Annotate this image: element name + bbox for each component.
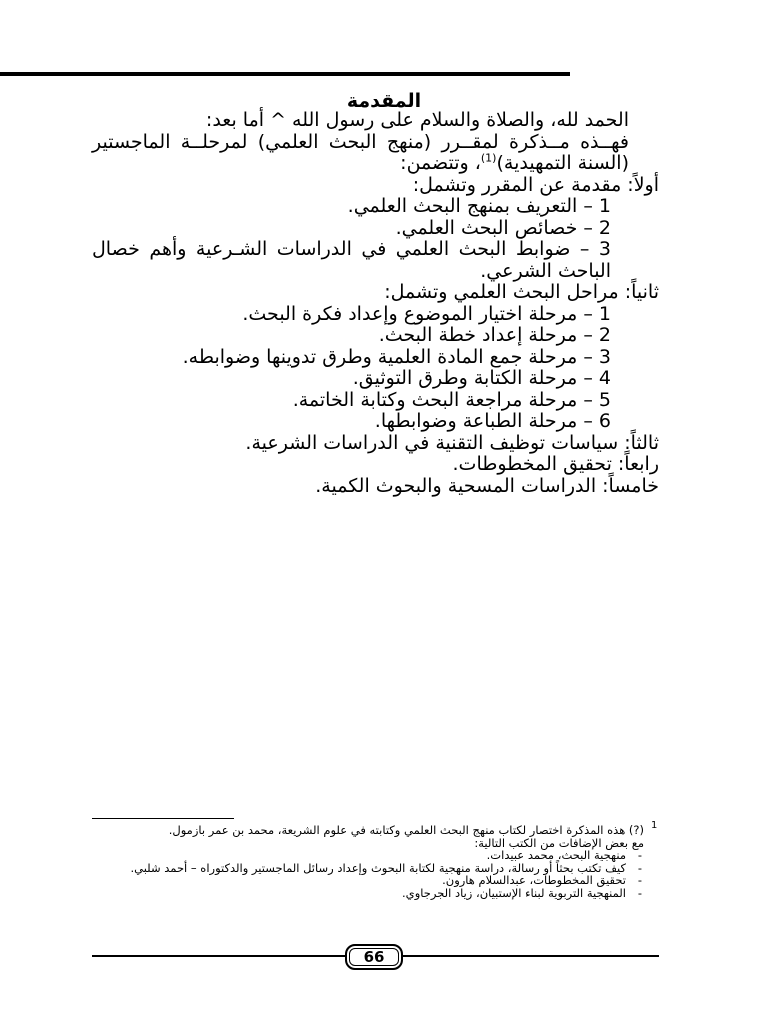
footnote-list-item: - المنهجية التربوية لبناء الإستبيان، زياد الجرجاوي. <box>402 885 642 900</box>
footnote-text: (?) هذه المذكرة اختصار لكتاب منهج البحث العلمي وكتابته في علوم الشريعة، محمد بن عمر بازمول. <box>168 823 644 837</box>
list-item: 2 – خصائص البحث العلمي. <box>395 216 611 239</box>
footnote-number: 1 <box>651 820 658 831</box>
intro-text: فهــذه مــذكرة لمقــرر (منهج البحث العلمي) لمرحلــة الماجستير (السنة التمهيدية) <box>92 130 629 174</box>
intro-text-end: ، وتتضمن: <box>400 152 481 174</box>
footnote-separator <box>92 818 234 819</box>
section-2-heading: ثانياً: مراحل البحث العلمي وتشمل: <box>384 281 659 303</box>
bullet-dash: - <box>637 848 642 862</box>
section-3-heading: ثالثاً: سياسات توظيف التقنية في الدراسات الشرعية. <box>245 431 659 454</box>
bullet-dash: - <box>637 873 642 887</box>
body-text <box>92 110 659 497</box>
list-item: 3 – ضوابط البحث العلمي في الدراسات الشـرعية وأهم خصال الباحث الشرعي. <box>92 238 611 282</box>
list-item: 3 – مرحلة جمع المادة العلمية وطرق تدوينها وضوابطه. <box>182 345 611 368</box>
intro-paragraph <box>92 132 659 175</box>
list-item: 2 – مرحلة إعداد خطة البحث. <box>378 324 611 346</box>
bullet-dash: - <box>637 885 642 900</box>
list-item: 6 – مرحلة الطباعة وضوابطها. <box>374 410 611 432</box>
footnote-list-item: - تحقيق المخطوطات، عبدالسلام هارون. <box>442 873 642 887</box>
page-number-badge <box>345 944 403 970</box>
intro-line: الحمد لله، والصلاة والسلام على رسول الله ^ أما بعد: <box>205 109 629 131</box>
footnotes <box>92 824 644 899</box>
list-item: 1 – التعريف بمنهج البحث العلمي. <box>347 195 611 217</box>
footnote-text: مع بعض الإضافات من الكتب التالية: <box>474 835 644 850</box>
footnote-ref[interactable]: (1) <box>480 151 497 165</box>
section-4-heading: رابعاً: تحقيق المخطوطات. <box>452 453 659 475</box>
section-5-heading: خامساً: الدراسات المسحية والبحوث الكمية. <box>315 474 659 497</box>
top-rule <box>0 72 570 76</box>
list-item: 4 – مرحلة الكتابة وطرق التوثيق. <box>352 367 611 389</box>
footnote-list-item: - كيف تكتب بحثاً أو رسالة، دراسة منهجية لكتابة البحوث وإعداد رسائل الماجستير والدكتوراه – أحمد شلبي. <box>130 860 642 875</box>
list-item: 5 – مرحلة مراجعة البحث وكتابة الخاتمة. <box>292 388 611 411</box>
footnote-list-item: - منهجية البحث، محمد عبيدات. <box>486 848 642 862</box>
list-item: 1 – مرحلة اختيار الموضوع وإعداد فكرة البحث. <box>242 302 611 325</box>
bullet-dash: - <box>637 860 642 875</box>
section-1-heading: أولاً: مقدمة عن المقرر وتشمل: <box>412 173 659 196</box>
page-number: 66 <box>363 948 385 966</box>
page-title: المقدمة <box>346 90 422 112</box>
